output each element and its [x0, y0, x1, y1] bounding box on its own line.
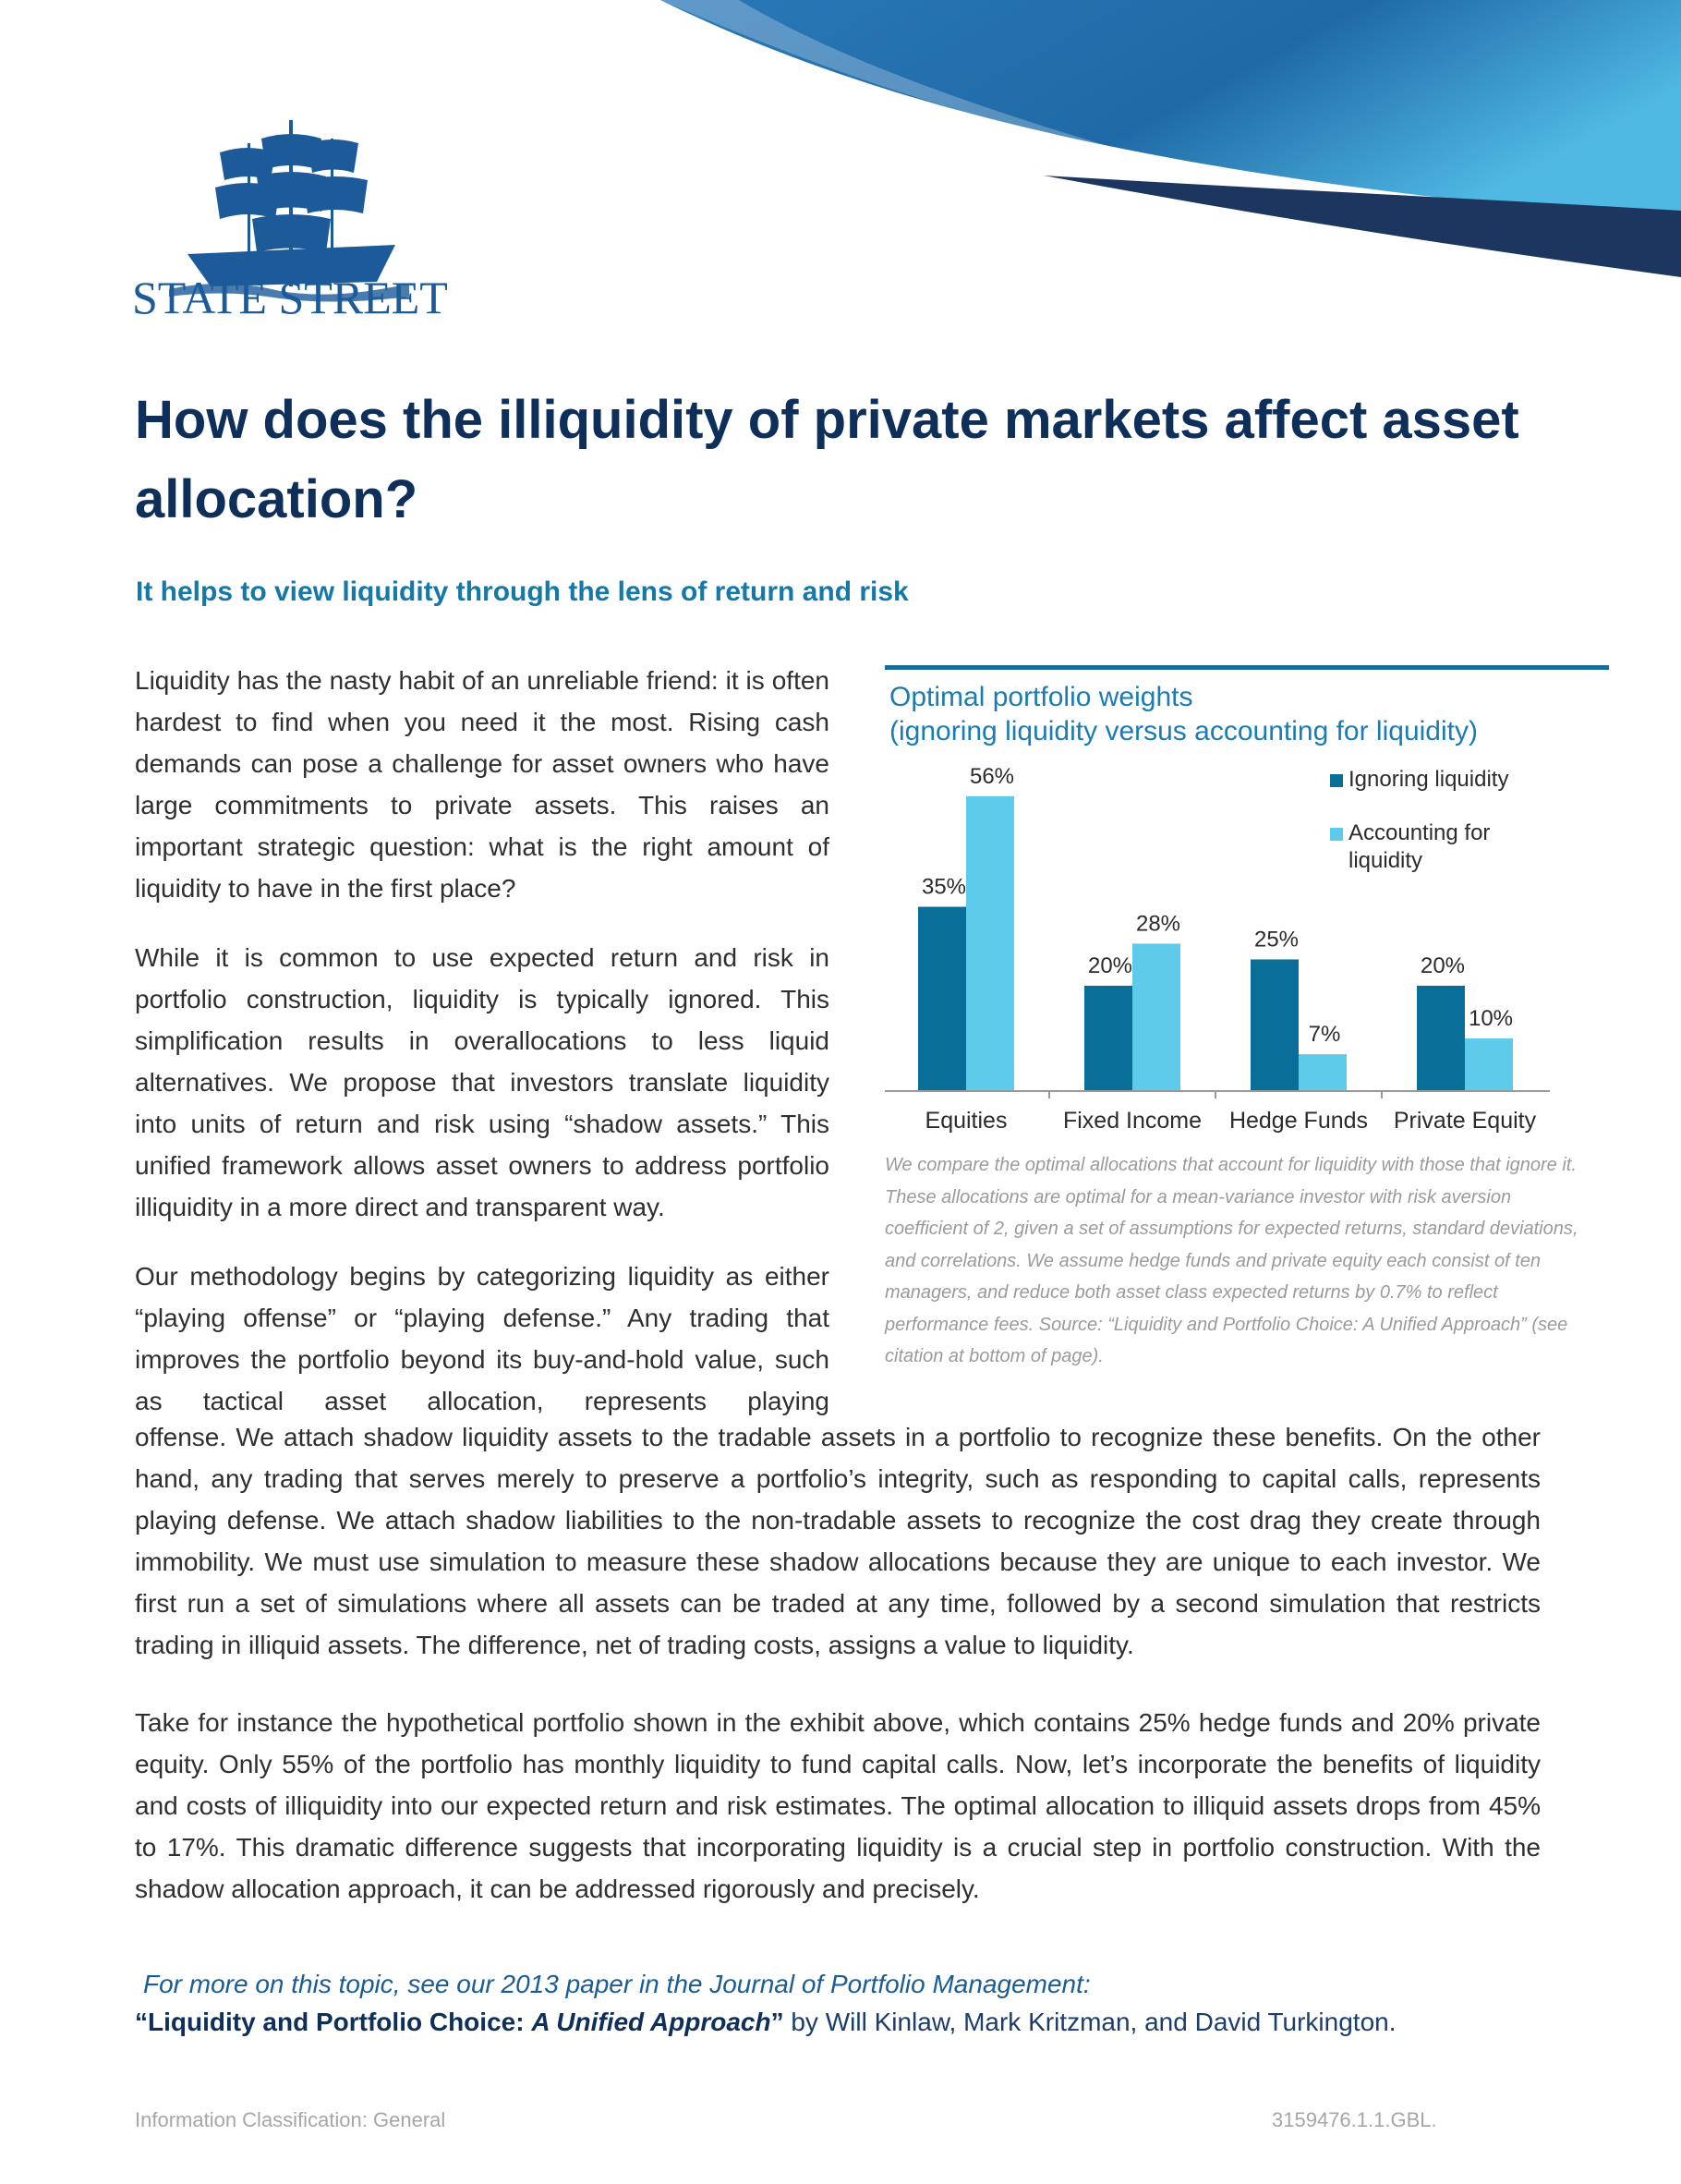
chart-title-line-2: (ignoring liquidity versus accounting for liquidity)	[889, 716, 1478, 746]
x-tick-label-equities: Equities	[925, 1108, 1008, 1134]
paragraph-2: While it is common to use expected return and risk in portfolio construction, liquidity is typically ignored. This simplification results in overallocations to less liquid alternatives. We propose that investors translate liquidity into units of return and risk using “shadow assets.” This unified framework allows asset owners to address portfolio illiquidity in a more direct and transparent way.	[135, 943, 829, 1221]
page-title: How does the illiquidity of private markets affect asset allocation?	[135, 390, 1519, 529]
data-label-hedge-funds-series-2: 7%	[1308, 1022, 1341, 1048]
chart-top-rule	[885, 665, 1609, 670]
paragraph-3-start: Our methodology begins by categorizing liquidity as either “playing offense” or “playing defense.” Any trading that improves the portfolio beyond its buy-and-hold value, such as tactical asset allocation, represents playing	[135, 1262, 829, 1415]
data-label-equities-series-2: 56%	[969, 763, 1015, 789]
x-tick-label-hedge-funds: Hedge Funds	[1228, 1108, 1369, 1134]
page-subtitle: It helps to view liquidity through the lens of return and risk	[136, 576, 909, 607]
x-tick-label-fixed-income: Fixed Income	[1062, 1108, 1203, 1134]
full-width-block-1	[135, 1416, 1541, 1666]
bar-private-equity-series-1	[1417, 986, 1465, 1091]
left-column	[135, 660, 829, 1422]
bar-hedge-funds-series-1	[1251, 960, 1299, 1092]
data-label-hedge-funds-series-1: 25%	[1253, 927, 1300, 952]
legend-swatch-accounting	[1330, 828, 1343, 841]
paragraph-1: Liquidity has the nasty habit of an unreliable friend: it is often hardest to find when you need it the most. Rising cash demands can pose a challenge for asset owners who have large commitments to private assets. This raises an important strategic question: what is the right amount of liquidity to have in the first place?	[135, 666, 829, 903]
citation-title-italic: A Unified Approach	[531, 2008, 771, 2036]
data-label-private-equity-series-2: 10%	[1468, 1006, 1514, 1031]
citation-authors: by Will Kinlaw, Mark Kritzman, and David Turkington.	[783, 2008, 1397, 2036]
chart-title	[889, 680, 1478, 748]
legend-swatch-ignoring	[1330, 774, 1343, 787]
bar-hedge-funds-series-2	[1299, 1054, 1347, 1091]
chart-title-line-1: Optimal portfolio weights	[889, 682, 1193, 712]
full-width-block-2	[135, 1702, 1541, 1910]
citation-title-start: “Liquidity and Portfolio Choice:	[135, 2008, 532, 2036]
brand-wordmark: STATE STREET	[132, 272, 448, 323]
paragraph-4: Take for instance the hypothetical portfolio shown in the exhibit above, which contains 25% hedge funds and 20% private equity. Only 55% of the portfolio has monthly liquidity to fund capital calls. Now, let’s incorporate the benefits of liquidity and costs of illiquidity into our expected return and risk estimates. The optimal allocation to illiquid assets drops from 45% to 17%. This dramatic difference suggests that incorporating liquidity is a crucial step in portfolio construction. With the shadow allocation approach, it can be addressed rigorously and precisely.	[135, 1708, 1541, 1903]
legend-label-accounting-line-2: liquidity	[1348, 848, 1423, 873]
data-label-fixed-income-series-2: 28%	[1135, 911, 1181, 937]
legend-label-accounting-line-1: Accounting for	[1348, 820, 1491, 845]
data-label-equities-series-1: 35%	[921, 874, 967, 900]
footer-code: 3159476.1.1.GBL.	[1272, 2108, 1437, 2131]
bar-chart	[885, 758, 1609, 1146]
data-label-fixed-income-series-1: 20%	[1087, 953, 1133, 978]
legend-label-ignoring: Ignoring liquidity	[1348, 767, 1509, 792]
legend-label-accounting	[1348, 820, 1496, 873]
x-tick-label-private-equity: Private Equity	[1393, 1108, 1537, 1134]
bar-private-equity-series-2	[1465, 1038, 1513, 1091]
data-label-private-equity-series-1: 20%	[1420, 953, 1466, 978]
paper-citation	[135, 2003, 1557, 2041]
bar-fixed-income-series-2	[1132, 943, 1180, 1091]
further-reading	[135, 1965, 1557, 2041]
bar-fixed-income-series-1	[1084, 986, 1132, 1091]
further-reading-intro: For more on this topic, see our 2013 paper in the Journal of Portfolio Management:	[143, 1970, 1091, 1998]
paragraph-3-continued: offense. We attach shadow liquidity assets to the tradable assets in a portfolio to recognize these benefits. On the other hand, any trading that serves merely to preserve a portfolio’s integrity, such as responding to capital calls, represents playing defense. We attach shadow liabilities to the non-tradable assets to recognize the cost drag they create through immobility. We must use simulation to measure these shadow allocations because they are unique to each investor. We first run a set of simulations where all assets can be traded at any time, followed by a second simulation that restricts trading in illiquid assets. The difference, net of trading costs, assigns a value to liquidity.	[135, 1423, 1541, 1659]
footer-classification: Information Classification: General	[135, 2108, 446, 2131]
citation-title-close: ”	[770, 2008, 784, 2036]
chart-caption: We compare the optimal allocations that account for liquidity with those that ignore it. These allocations are optimal for a mean-variance investor with risk aversion coefficient of 2, given a set of assumptions for expected returns, standard deviations, and correlations. We assume hedge funds and private equity each consist of ten managers, and reduce both asset class expected returns by 0.7% to reflect performance fees. Source: “Liquidity and Portfolio Choice: A Unified Approach” (see citation at bottom of page).	[885, 1155, 1578, 1366]
bar-equities-series-2	[966, 796, 1014, 1091]
bar-equities-series-1	[918, 907, 966, 1092]
